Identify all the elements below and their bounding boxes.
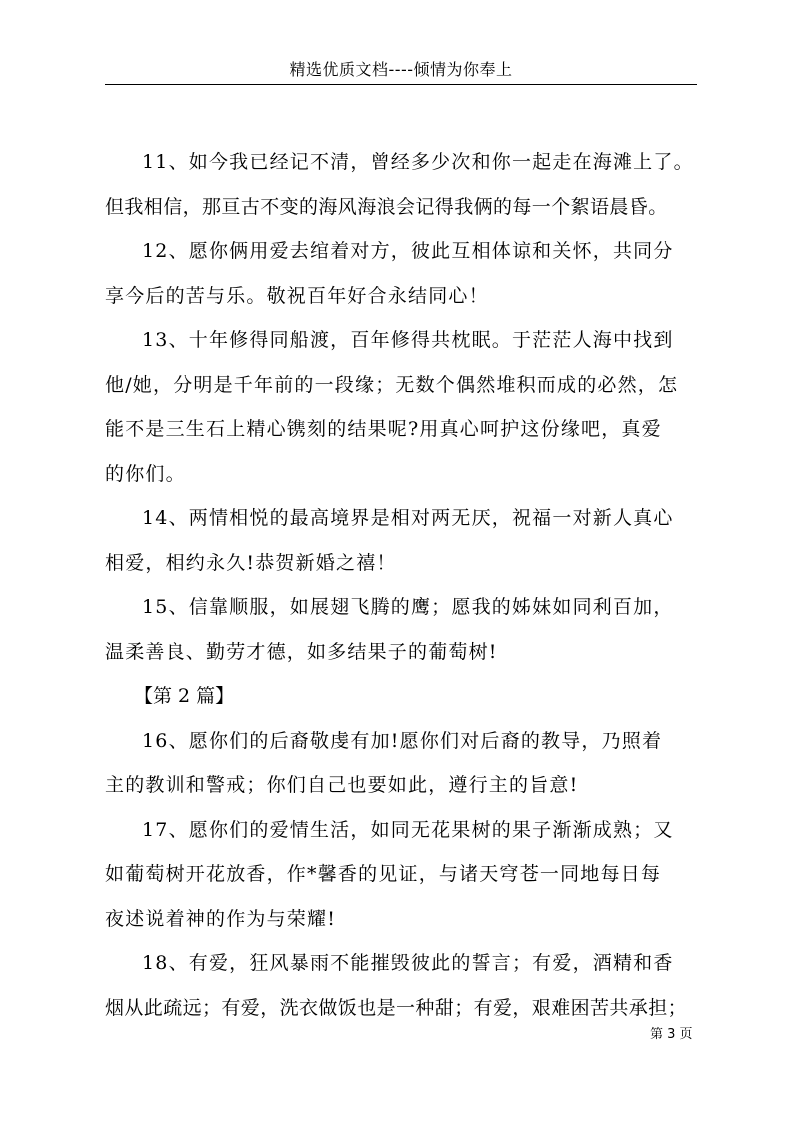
document-body (105, 140, 705, 1030)
header-divider (105, 84, 697, 85)
paragraph-16-line-2: 主的教训和警戒；你们自己也要如此，遵行主的旨意! (105, 774, 579, 796)
paragraph-13-line-1: 13、十年修得同船渡，百年修得共枕眠。于茫茫人海中找到 (142, 329, 674, 351)
paragraph-12-line-2: 享今后的苦与乐。敬祝百年好合永结同心！ (105, 284, 489, 307)
paragraph-14-line-1: 14、两情相悦的最高境界是相对两无厌，祝福一对新人真心 (142, 507, 674, 529)
paragraph-12-line-1: 12、愿你俩用爱去绾着对方，彼此互相体谅和关怀，共同分 (142, 240, 674, 262)
paragraph-15-line-2: 温柔善良、勤劳才德，如多结果子的葡萄树! (105, 640, 498, 663)
paragraph-14-line-2: 相爱，相约永久!恭贺新婚之禧！ (105, 551, 397, 574)
paragraph-13-line-4: 的你们。 (105, 462, 186, 485)
section-heading: 【第 2 篇】 (134, 685, 235, 707)
paragraph-18-line-1: 18、有爱，狂风暴雨不能摧毁彼此的誓言；有爱，酒精和香 (142, 952, 674, 974)
paragraph-15-line-1: 15、信靠顺服，如展翅飞腾的鹰；愿我的姊妹如同利百加， (142, 596, 674, 618)
paragraph-17-line-3: 夜述说着神的作为与荣耀! (105, 907, 337, 930)
paragraph-17-line-2: 如葡萄树开花放香，作*馨香的见证，与诸天穹苍一同地每日每 (105, 863, 662, 885)
paragraph-11-line-2: 但我相信，那亘古不变的海风海浪会记得我俩的每一个絮语晨昏。 (105, 195, 668, 218)
paragraph-16-line-1: 16、愿你们的后裔敬虔有加!愿你们对后裔的教导，乃照着 (142, 729, 663, 752)
paragraph-18-line-2: 烟从此疏远；有爱，洗衣做饭也是一种甜；有爱，艰难困苦共承担； (105, 996, 688, 1019)
page-header-title: 精选优质文档----倾情为你奉上 (289, 60, 513, 79)
paragraph-13-line-2: 他/她，分明是千年前的一段缘；无数个偶然堆积而成的必然，怎 (105, 373, 679, 396)
paragraph-11-line-1: 11、如今我已经记不清，曾经多少次和你一起走在海滩上了。 (142, 151, 694, 173)
paragraph-13-line-3: 能不是三生石上精心镌刻的结果呢?用真心呵护这份缘吧，真爱 (105, 418, 662, 440)
page-number: 第 3 页 (650, 1027, 693, 1042)
paragraph-17-line-1: 17、愿你们的爱情生活，如同无花果树的果子渐渐成熟；又 (142, 818, 674, 841)
